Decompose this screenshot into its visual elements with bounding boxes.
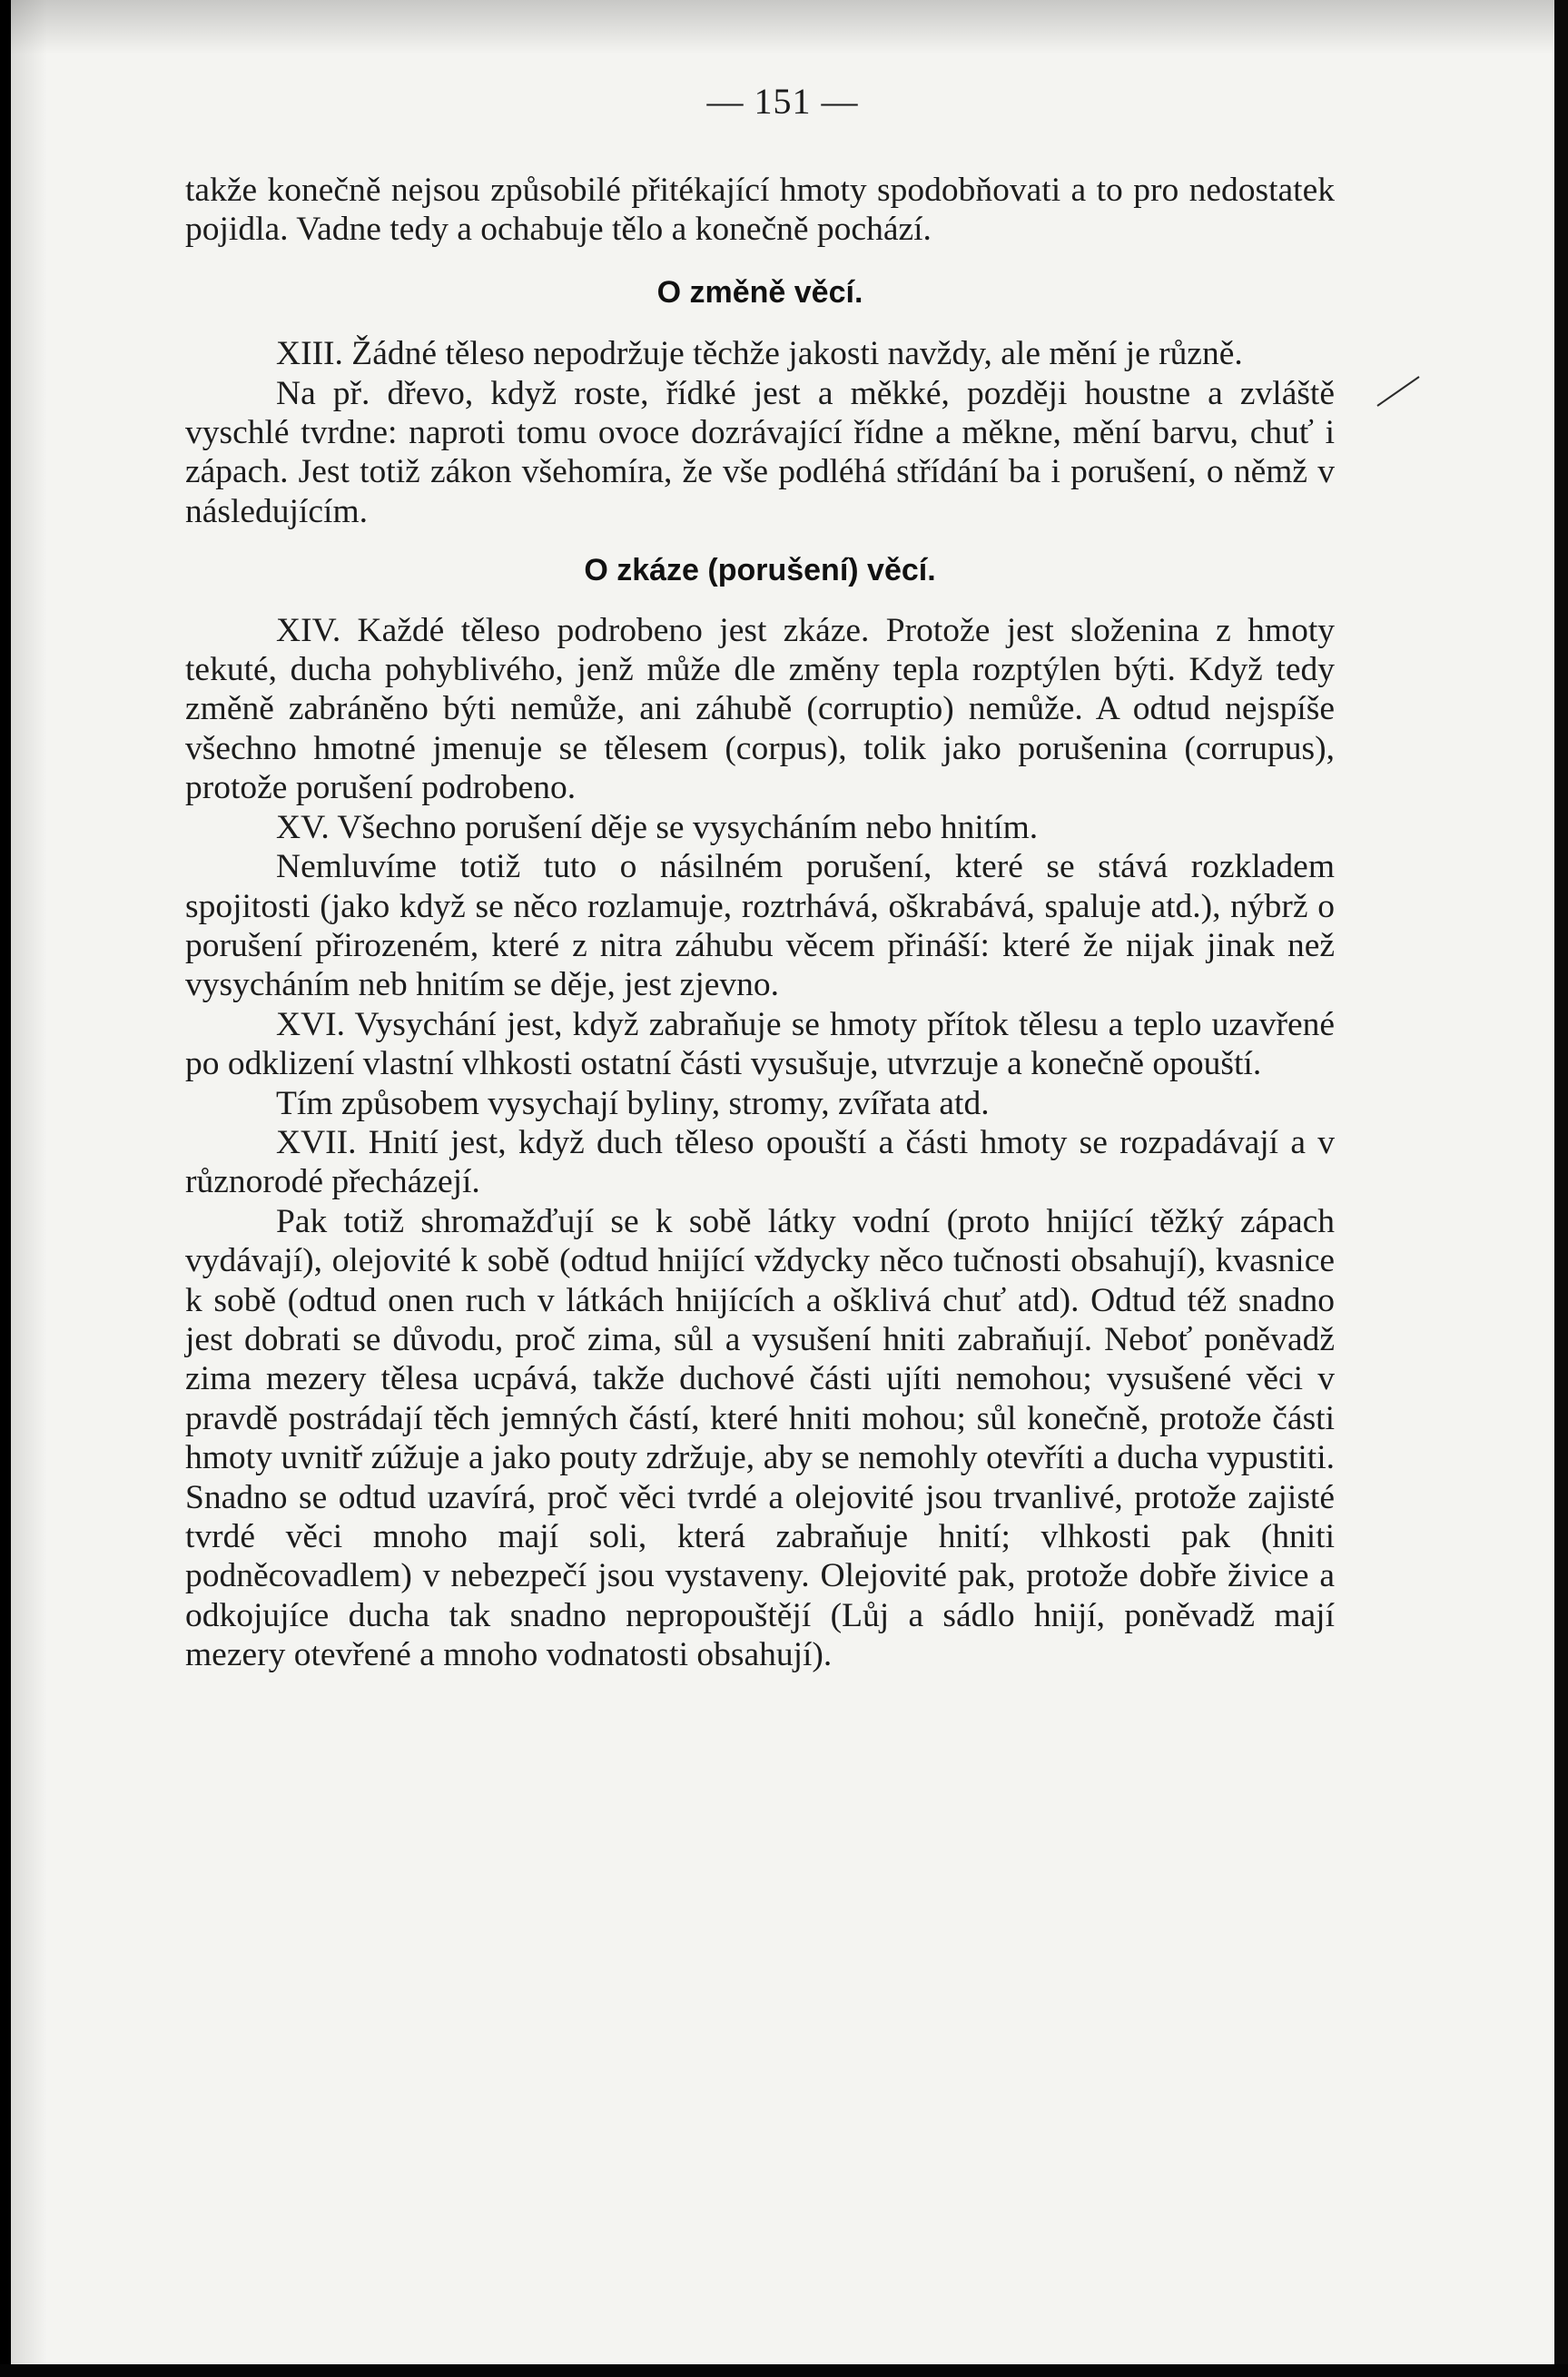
section-heading-change: O změně věcí. [656, 274, 863, 310]
paragraph-example: Na př. dřevo, když roste, řídké jest a měkké, později houstne a zvláště vyschlé tvrdne: naproti tomu ovoce dozrávající řídne a měkne, mění barvu, chuť i zápach. Jest totiž zákon všehomíra, že vše podléhá střídání ba i porušení, o němž v následujícím. [185, 374, 1335, 530]
paragraph-violent-decay: Nemluvíme totiž tuto o násilném porušení, které se stává rozkladem spojitosti (jako když se něco rozlamuje, roztrhává, oškrabává, spaluje atd.), nýbrž o porušení přirozeném, které z nitra záhubu věcem přináší: které že nijak jinak než vysycháním neb hnitím se děje, jest zjevno. [185, 848, 1335, 1004]
scan-edge-bottom [0, 2364, 1568, 2377]
page-number: — 151 — [706, 81, 859, 122]
paragraph-drying-examples: Tím způsobem vysychají byliny, stromy, zvířata atd. [276, 1084, 990, 1122]
paragraph-xvii: XVII. Hnití jest, když duch těleso opouští a části hmoty se rozpadávají a v různorodé přecházejí. [185, 1123, 1335, 1201]
paragraph-xvi: XVI. Vysychání jest, když zabraňuje se hmoty přítok tělesu a teplo uzavřené po odklizení vlastní vlhkosti ostatní části vysušuje, utvrzuje a konečně opouští. [185, 1005, 1335, 1083]
paragraph-continuation: takže konečně nejsou způsobilé přitékající hmoty spodobňovati a to pro nedostatek pojidla. Vadne tedy a ochabuje tělo a konečně pochází. [185, 172, 1335, 249]
paragraph-xiv: XIV. Každé těleso podrobeno jest zkáze. Protože jest složenina z hmoty tekuté, ducha pohyblivého, jenž může dle změny tepla rozptýlen býti. Když tedy změně zabráněno býti nemůže, ani záhubě (corruptio) nemůže. A odtud nejspíše všechno hmotné jmenuje se tělesem (corpus), tolik jako porušenina (corrupus), protože porušení podrobeno. [185, 611, 1335, 807]
paragraph-rotting-explanation: Pak totiž shromažďují se k sobě látky vodní (proto hnijící těžký zápach vydávají), olejovité k sobě (odtud hnijící vždycky něco tučnosti obsahují), kvasnice k sobě (odtud onen ruch v látkách hnijících a ošklivá chuť atd). Odtud též snadno jest dobrati se důvodu, proč zima, sůl a vysušení hniti zabraňují. Neboť poněvadž zima mezery tělesa ucpává, takže duchové části ujíti nemohou; vysušené věci v pravdě postrádají těch jemných částí, které hniti mohou; sůl konečně, protože části hmoty uvnitř zúžuje a jako pouty zdržuje, aby se nemohly otevříti a ducha vypustiti. Snadno se odtud uzavírá, proč věci tvrdé a olejovité jsou trvanlivé, protože zajisté tvrdé věci mnoho mají soli, která zabraňuje hnití; vlhkosti pak (hniti podněcovadlem) v nebezpečí jsou vystaveny. Olejovité pak, protože dobře živice a odkojujíce ducha tak snadno nepropouštějí (Lůj a sádlo hnijí, poněvadž mají mezery otevřené a mnoho vodnatosti obsahují). [185, 1202, 1335, 1674]
paragraph-xiii: XIII. Žádné těleso nepodržuje těchže jakosti navždy, ale mění je různě. [276, 335, 1243, 373]
section-heading-decay: O zkáze (porušení) věcí. [584, 553, 936, 588]
paragraph-xv: XV. Všechno porušení děje se vysycháním nebo hnitím. [276, 808, 1039, 846]
book-page [11, 0, 1554, 2377]
pencil-margin-mark [1377, 377, 1378, 378]
body-text [185, 171, 1335, 1675]
scan-edge-right [1554, 0, 1568, 2377]
